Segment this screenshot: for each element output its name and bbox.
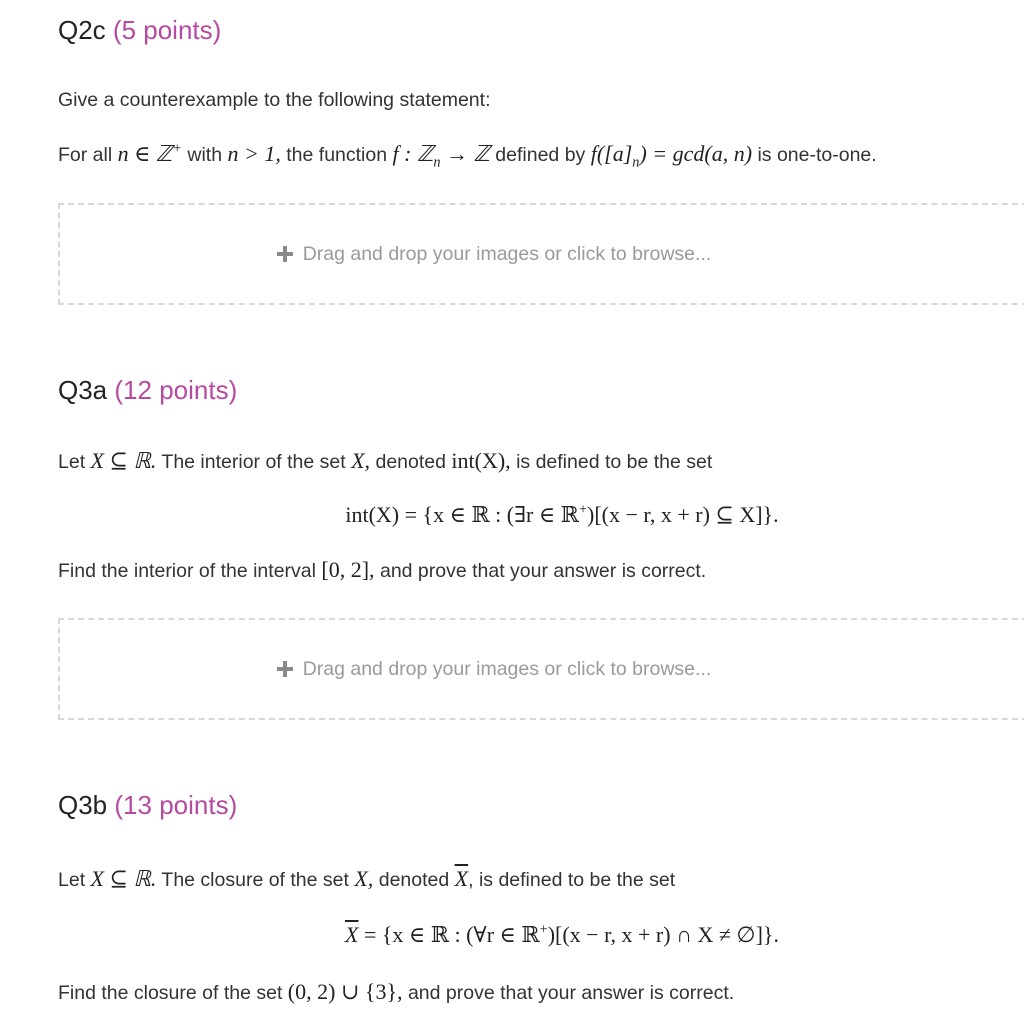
q3a-find-text-1: Find the interior of the interval [58,560,316,582]
q2c-text-5: is one-to-one. [757,144,877,166]
q3a-math-1: X ⊆ ℝ. [90,448,157,473]
q3a-heading [58,375,237,406]
q3a-math-2: X, [351,448,371,473]
q2c-math-1: n ∈ ℤ+ [117,140,182,166]
q2c-title: Q2c [58,15,106,45]
q3a-definition-line [58,448,712,474]
q2c-text-3: the function [286,144,388,166]
q3b-find-text-2: and prove that your answer is correct. [407,982,735,1004]
q2c-text-4: defined by [495,144,586,166]
q3b-text-1: Let [58,869,86,891]
q3a-text-3: denoted [375,451,446,473]
q2c-points: (5 points) [112,15,222,45]
q3a-math-3: int(X), [451,448,511,473]
q3a-find-line [58,557,706,583]
q2c-text-1: For all [58,144,113,166]
q3b-text-2: The closure of the set [161,869,349,891]
q3a-text-2: The interior of the set [161,451,346,473]
q3b-text-3: denoted [378,869,450,891]
q3a-find-math: [0, 2], [321,557,375,582]
q3b-find-text-1: Find the closure of the set [58,982,283,1004]
q2c-text-2: with [187,144,223,166]
q3a-text-4: is defined to be the set [516,451,713,473]
q2c-math-2: n > 1, [227,141,281,166]
q2c-math-4: $f([a]_n) = \gcd(a$, n) [590,141,753,171]
q2c-dropzone-label: Drag and drop your images or click to browse... [302,242,712,265]
q2c-intro: Give a counterexample to the following statement: [58,89,491,111]
q2c-math-3: f : ℤ$_n$ → ℤ [392,141,490,171]
q3b-math-3: $\overline{X}$ [454,866,469,891]
q3a-points: (12 points) [114,375,238,405]
q2c-heading [58,15,221,46]
q3a-title: Q3a [58,375,108,405]
q3b-text-4: , is defined to be the set [468,869,676,891]
plus-icon [277,246,293,262]
q3a-find-text-2: and prove that your answer is correct. [379,560,707,582]
q3b-find-math: (0, 2) ∪ {3}, [287,979,403,1004]
q3b-find-line [58,979,734,1005]
q3b-math-1: X ⊆ ℝ. [90,866,157,891]
q3a-dropzone-label: Drag and drop your images or click to browse... [302,657,712,680]
q3a-text-1: Let [58,451,86,473]
q2c-statement [58,140,877,171]
q3b-closure-formula: $\overline{X} = \{x$ ∈ ℝ : (∀r ∈ ℝ+)[(x − r, x + r) ∩ X ≠ ∅]}. [345,921,779,947]
q3b-points: (13 points) [114,790,238,820]
q3a-interior-formula: int(X) = {x ∈ ℝ : (∃r ∈ ℝ+)[(x − r, x + r) ⊆ X]}. [345,501,779,527]
q2c-image-dropzone[interactable] [58,203,1024,305]
q3b-heading [58,790,237,821]
q3b-title: Q3b [58,790,108,820]
plus-icon [277,661,293,677]
q3a-image-dropzone[interactable] [58,618,1024,720]
q3b-math-2: X, [354,866,374,891]
q3b-definition-line [58,866,675,892]
